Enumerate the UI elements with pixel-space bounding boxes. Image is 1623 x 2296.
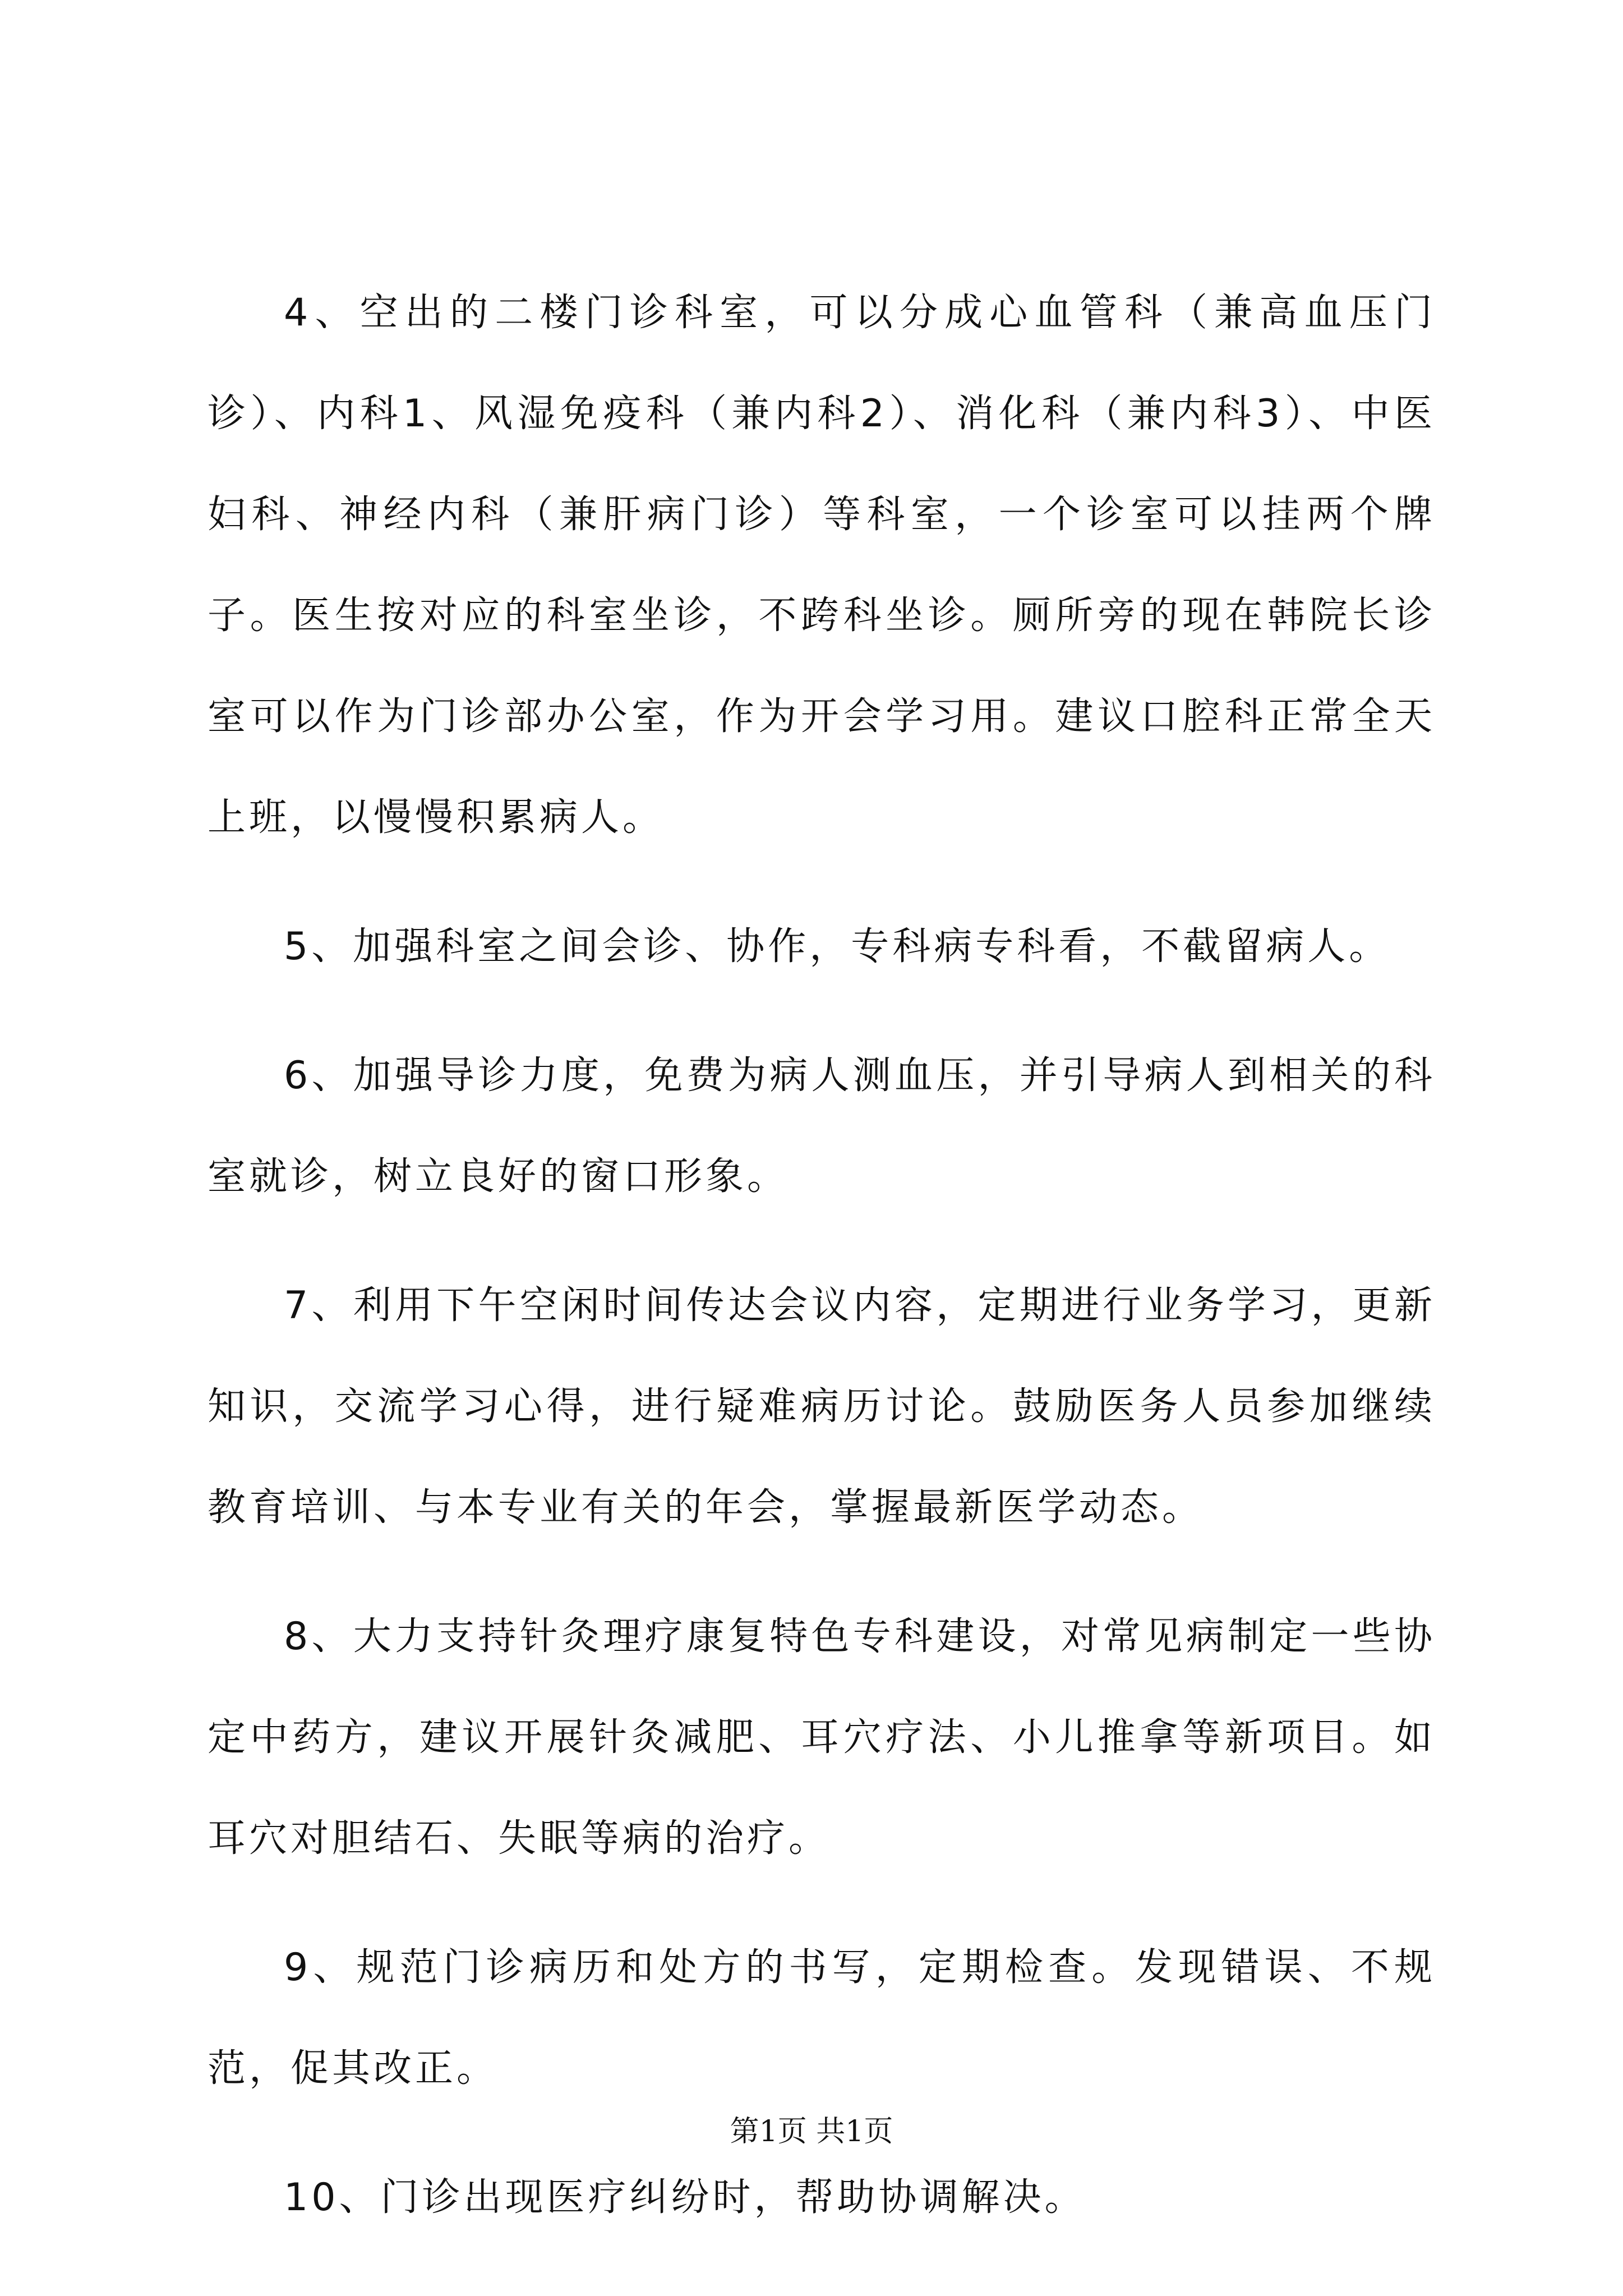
page-number-label: 第1页 共1页 — [730, 2115, 893, 2148]
paragraph-item-8: 8、大力支持针灸理疗康复特色专科建设，对常见病制定一些协定中药方，建议开展针灸减肥、耳穴疗法、小儿推拿等新项目。如耳穴对胆结石、失眠等病的治疗。 — [208, 1614, 1436, 1861]
paragraph-item-6: 6、加强导诊力度，免费为病人测血压，并引导病人到相关的科室就诊，树立良好的窗口形象。 — [208, 1053, 1436, 1199]
paragraph-item-4: 4、空出的二楼门诊科室，可以分成心血管科（兼高血压门诊）、内科1、风湿免疫科（兼内科2）、消化科（兼内科3）、中医妇科、神经内科（兼肝病门诊）等科室，一个诊室可以挂两个牌子。医生按对应的科室坐诊，不跨科坐诊。厕所旁的现在韩院长诊室可以作为门诊部办公室，作为开会学习用。建议口腔科正常全天上班，以慢慢积累病人。 — [208, 291, 1436, 840]
paragraph-item-9: 9、规范门诊病历和处方的书写，定期检查。发现错误、不规范，促其改正。 — [208, 1945, 1436, 2091]
paragraph-item-7: 7、利用下午空闲时间传达会议内容，定期进行业务学习，更新知识，交流学习心得，进行疑难病历讨论。鼓励医务人员参加继续教育培训、与本专业有关的年会，掌握最新医学动态。 — [208, 1283, 1436, 1530]
paragraph-item-5: 5、加强科室之间会诊、协作，专科病专科看，不截留病人。 — [284, 924, 1391, 969]
document-body — [208, 263, 1436, 2276]
paragraph-item-10: 10、门诊出现医疗纠纷时，帮助协调解决。 — [284, 2175, 1086, 2220]
page-footer — [0, 2112, 1623, 2151]
